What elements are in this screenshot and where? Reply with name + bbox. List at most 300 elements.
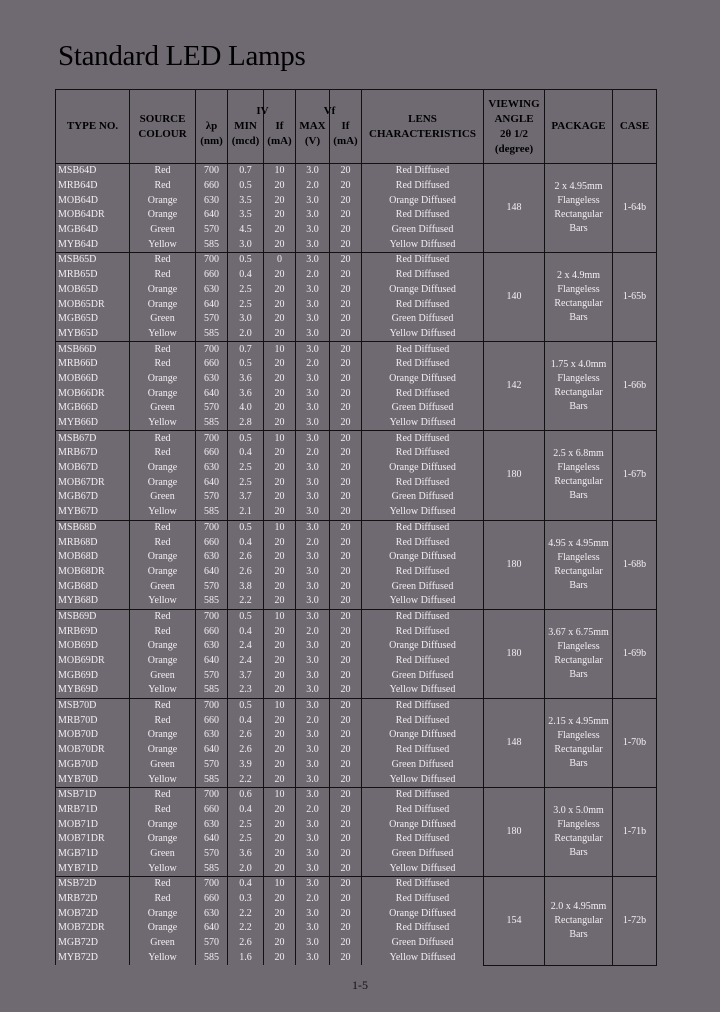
cell-case: 1-65b	[613, 253, 657, 342]
cell-source-colour: Orange	[130, 208, 196, 223]
cell-source-colour: Green	[130, 668, 196, 683]
cell-lambda-p: 700	[196, 253, 228, 268]
cell-vf-max: 3.0	[296, 921, 330, 936]
cell-vf-if: 20	[330, 550, 362, 565]
header-vf-max: Vf MAX (V)	[296, 90, 330, 164]
cell-source-colour: Red	[130, 268, 196, 283]
cell-type-no: MGB71D	[56, 847, 130, 862]
page-title: Standard LED Lamps	[58, 40, 306, 72]
cell-vf-if: 20	[330, 950, 362, 965]
cell-package	[545, 342, 613, 431]
cell-lambda-p: 630	[196, 461, 228, 476]
cell-source-colour: Green	[130, 312, 196, 327]
cell-viewing-angle: 180	[484, 787, 545, 876]
cell-lens: Green Diffused	[362, 401, 484, 416]
cell-lambda-p: 570	[196, 758, 228, 773]
cell-vf-if: 20	[330, 505, 362, 520]
cell-lens: Orange Diffused	[362, 906, 484, 921]
cell-vf-max: 3.0	[296, 639, 330, 654]
cell-lambda-p: 640	[196, 654, 228, 669]
cell-lambda-p: 660	[196, 179, 228, 194]
cell-source-colour: Orange	[130, 283, 196, 298]
cell-lambda-p: 630	[196, 906, 228, 921]
cell-vf-if: 20	[330, 668, 362, 683]
cell-lens: Red Diffused	[362, 803, 484, 818]
cell-lens: Red Diffused	[362, 743, 484, 758]
cell-lambda-p: 630	[196, 817, 228, 832]
cell-vf-if: 20	[330, 312, 362, 327]
package-line: Rectangular	[554, 476, 603, 488]
cell-vf-max: 3.0	[296, 906, 330, 921]
cell-lambda-p: 700	[196, 609, 228, 624]
cell-vf-if: 20	[330, 683, 362, 698]
cell-vf-if: 20	[330, 490, 362, 505]
cell-iv-min: 0.5	[228, 520, 264, 535]
cell-iv-if: 10	[264, 164, 296, 179]
cell-lambda-p: 630	[196, 639, 228, 654]
cell-type-no: MOB71DR	[56, 832, 130, 847]
cell-lambda-p: 640	[196, 743, 228, 758]
cell-type-no: MGB64D	[56, 223, 130, 238]
package-line: Flangeless	[557, 195, 600, 207]
cell-vf-max: 3.0	[296, 861, 330, 876]
cell-iv-if: 20	[264, 921, 296, 936]
cell-source-colour: Orange	[130, 550, 196, 565]
cell-iv-if: 20	[264, 892, 296, 907]
cell-lens: Red Diffused	[362, 565, 484, 580]
cell-viewing-angle: 154	[484, 877, 545, 966]
cell-vf-max: 3.0	[296, 743, 330, 758]
cell-type-no: MGB72D	[56, 936, 130, 951]
cell-lambda-p: 700	[196, 431, 228, 446]
cell-type-no: MOB71D	[56, 817, 130, 832]
package-line: Flangeless	[557, 729, 600, 741]
cell-iv-min: 2.5	[228, 297, 264, 312]
cell-source-colour: Orange	[130, 832, 196, 847]
cell-lens: Orange Diffused	[362, 193, 484, 208]
cell-lambda-p: 700	[196, 787, 228, 802]
cell-lambda-p: 570	[196, 223, 228, 238]
cell-iv-min: 3.9	[228, 758, 264, 773]
header-source-colour: SOURCE COLOUR	[130, 90, 196, 164]
cell-iv-min: 2.4	[228, 654, 264, 669]
cell-iv-if: 10	[264, 431, 296, 446]
cell-type-no: MRB65D	[56, 268, 130, 283]
cell-iv-if: 20	[264, 624, 296, 639]
cell-vf-if: 20	[330, 461, 362, 476]
cell-lambda-p: 570	[196, 579, 228, 594]
cell-iv-min: 3.0	[228, 312, 264, 327]
cell-type-no: MOB67D	[56, 461, 130, 476]
cell-vf-if: 20	[330, 639, 362, 654]
cell-case: 1-70b	[613, 698, 657, 787]
cell-iv-if: 20	[264, 743, 296, 758]
cell-lens: Red Diffused	[362, 342, 484, 357]
cell-iv-if: 20	[264, 312, 296, 327]
cell-iv-if: 20	[264, 237, 296, 252]
cell-source-colour: Orange	[130, 372, 196, 387]
cell-source-colour: Orange	[130, 193, 196, 208]
cell-case: 1-72b	[613, 877, 657, 966]
cell-lens: Red Diffused	[362, 787, 484, 802]
cell-type-no: MSB69D	[56, 609, 130, 624]
cell-vf-max: 3.0	[296, 787, 330, 802]
cell-lens: Yellow Diffused	[362, 861, 484, 876]
cell-iv-min: 2.2	[228, 594, 264, 609]
cell-vf-max: 3.0	[296, 520, 330, 535]
cell-package	[545, 520, 613, 609]
cell-type-no: MSB71D	[56, 787, 130, 802]
cell-vf-max: 3.0	[296, 832, 330, 847]
cell-vf-if: 20	[330, 861, 362, 876]
cell-vf-max: 2.0	[296, 713, 330, 728]
package-line: Bars	[569, 928, 588, 940]
cell-vf-if: 20	[330, 921, 362, 936]
cell-lens: Yellow Diffused	[362, 683, 484, 698]
cell-lambda-p: 660	[196, 357, 228, 372]
cell-lambda-p: 570	[196, 668, 228, 683]
cell-lens: Yellow Diffused	[362, 594, 484, 609]
cell-vf-if: 20	[330, 787, 362, 802]
cell-iv-min: 2.6	[228, 550, 264, 565]
cell-vf-if: 20	[330, 728, 362, 743]
table-row	[56, 253, 657, 268]
package-line: 3.67 x 6.75mm	[548, 626, 609, 638]
cell-iv-min: 2.5	[228, 475, 264, 490]
cell-source-colour: Red	[130, 357, 196, 372]
cell-lambda-p: 585	[196, 505, 228, 520]
cell-viewing-angle: 180	[484, 609, 545, 698]
cell-vf-max: 2.0	[296, 446, 330, 461]
cell-type-no: MYB68D	[56, 594, 130, 609]
cell-case: 1-71b	[613, 787, 657, 876]
cell-iv-min: 3.6	[228, 847, 264, 862]
cell-lens: Green Diffused	[362, 579, 484, 594]
package-line: 2 x 4.95mm	[554, 181, 603, 193]
cell-type-no: MGB66D	[56, 401, 130, 416]
cell-type-no: MOB72DR	[56, 921, 130, 936]
cell-source-colour: Red	[130, 179, 196, 194]
cell-vf-if: 20	[330, 357, 362, 372]
cell-lambda-p: 570	[196, 847, 228, 862]
cell-source-colour: Red	[130, 892, 196, 907]
cell-type-no: MSB65D	[56, 253, 130, 268]
table-row	[56, 787, 657, 802]
cell-iv-if: 20	[264, 565, 296, 580]
header-lens: LENS CHARACTERISTICS	[362, 90, 484, 164]
cell-vf-max: 3.0	[296, 342, 330, 357]
cell-lens: Red Diffused	[362, 921, 484, 936]
cell-type-no: MGB70D	[56, 758, 130, 773]
cell-lambda-p: 660	[196, 268, 228, 283]
cell-lens: Yellow Diffused	[362, 237, 484, 252]
cell-lambda-p: 570	[196, 312, 228, 327]
cell-type-no: MYB64D	[56, 237, 130, 252]
cell-vf-if: 20	[330, 283, 362, 298]
cell-source-colour: Yellow	[130, 772, 196, 787]
cell-source-colour: Red	[130, 803, 196, 818]
cell-source-colour: Yellow	[130, 594, 196, 609]
cell-lambda-p: 585	[196, 950, 228, 965]
cell-case: 1-67b	[613, 431, 657, 520]
package-line: Bars	[569, 846, 588, 858]
cell-source-colour: Red	[130, 342, 196, 357]
cell-vf-max: 2.0	[296, 535, 330, 550]
cell-source-colour: Yellow	[130, 861, 196, 876]
cell-lens: Yellow Diffused	[362, 416, 484, 431]
cell-iv-min: 3.0	[228, 237, 264, 252]
cell-lens: Yellow Diffused	[362, 327, 484, 342]
cell-source-colour: Red	[130, 253, 196, 268]
cell-vf-max: 3.0	[296, 431, 330, 446]
cell-iv-min: 4.5	[228, 223, 264, 238]
cell-lambda-p: 585	[196, 772, 228, 787]
cell-lens: Orange Diffused	[362, 817, 484, 832]
cell-vf-max: 3.0	[296, 208, 330, 223]
cell-vf-if: 20	[330, 565, 362, 580]
cell-iv-if: 20	[264, 639, 296, 654]
header-vf-if: If (mA)	[330, 90, 362, 164]
cell-lens: Red Diffused	[362, 892, 484, 907]
cell-lens: Green Diffused	[362, 668, 484, 683]
cell-vf-if: 20	[330, 698, 362, 713]
cell-lambda-p: 660	[196, 892, 228, 907]
cell-iv-min: 3.7	[228, 490, 264, 505]
cell-source-colour: Orange	[130, 639, 196, 654]
cell-lens: Green Diffused	[362, 490, 484, 505]
cell-source-colour: Red	[130, 520, 196, 535]
cell-vf-if: 20	[330, 223, 362, 238]
cell-package	[545, 877, 613, 966]
cell-vf-if: 20	[330, 579, 362, 594]
cell-iv-min: 2.2	[228, 906, 264, 921]
cell-type-no: MSB70D	[56, 698, 130, 713]
cell-iv-if: 20	[264, 803, 296, 818]
package-line: Rectangular	[554, 209, 603, 221]
cell-vf-if: 20	[330, 743, 362, 758]
cell-source-colour: Orange	[130, 906, 196, 921]
package-line: Bars	[569, 223, 588, 235]
cell-iv-if: 20	[264, 861, 296, 876]
cell-iv-min: 0.4	[228, 803, 264, 818]
cell-vf-max: 3.0	[296, 817, 330, 832]
cell-vf-if: 20	[330, 416, 362, 431]
cell-iv-if: 20	[264, 847, 296, 862]
cell-iv-min: 0.5	[228, 609, 264, 624]
cell-type-no: MOB65D	[56, 283, 130, 298]
cell-source-colour: Yellow	[130, 327, 196, 342]
cell-iv-min: 2.0	[228, 327, 264, 342]
cell-iv-if: 10	[264, 609, 296, 624]
cell-iv-min: 3.6	[228, 386, 264, 401]
cell-viewing-angle: 140	[484, 253, 545, 342]
package-line: Flangeless	[557, 373, 600, 385]
cell-lambda-p: 585	[196, 861, 228, 876]
cell-iv-if: 20	[264, 297, 296, 312]
cell-source-colour: Yellow	[130, 505, 196, 520]
cell-source-colour: Green	[130, 847, 196, 862]
cell-source-colour: Red	[130, 535, 196, 550]
cell-vf-max: 3.0	[296, 475, 330, 490]
cell-vf-if: 20	[330, 386, 362, 401]
cell-lens: Red Diffused	[362, 297, 484, 312]
cell-lens: Green Diffused	[362, 936, 484, 951]
table-row	[56, 164, 657, 179]
cell-source-colour: Red	[130, 713, 196, 728]
cell-vf-max: 3.0	[296, 565, 330, 580]
cell-vf-max: 2.0	[296, 268, 330, 283]
package-line: 2.0 x 4.95mm	[550, 900, 607, 912]
cell-lambda-p: 660	[196, 803, 228, 818]
cell-vf-max: 3.0	[296, 253, 330, 268]
cell-iv-if: 20	[264, 357, 296, 372]
cell-lens: Red Diffused	[362, 654, 484, 669]
cell-iv-if: 20	[264, 772, 296, 787]
package-line: Bars	[569, 490, 588, 502]
cell-iv-if: 20	[264, 535, 296, 550]
cell-vf-max: 2.0	[296, 892, 330, 907]
cell-package	[545, 164, 613, 253]
cell-vf-if: 20	[330, 401, 362, 416]
cell-vf-max: 3.0	[296, 505, 330, 520]
cell-source-colour: Orange	[130, 921, 196, 936]
cell-vf-max: 3.0	[296, 772, 330, 787]
cell-vf-max: 3.0	[296, 847, 330, 862]
cell-lens: Orange Diffused	[362, 372, 484, 387]
cell-source-colour: Orange	[130, 743, 196, 758]
cell-lens: Green Diffused	[362, 223, 484, 238]
cell-lens: Red Diffused	[362, 446, 484, 461]
cell-vf-max: 3.0	[296, 283, 330, 298]
cell-iv-min: 0.4	[228, 446, 264, 461]
cell-type-no: MYB70D	[56, 772, 130, 787]
cell-package	[545, 609, 613, 698]
package-line: Flangeless	[557, 551, 600, 563]
table-header-row	[56, 90, 657, 164]
cell-vf-if: 20	[330, 475, 362, 490]
cell-lens: Yellow Diffused	[362, 950, 484, 965]
cell-vf-if: 20	[330, 772, 362, 787]
cell-lens: Red Diffused	[362, 431, 484, 446]
cell-lambda-p: 640	[196, 475, 228, 490]
cell-source-colour: Orange	[130, 817, 196, 832]
cell-type-no: MSB68D	[56, 520, 130, 535]
package-line: Flangeless	[557, 284, 600, 296]
cell-lambda-p: 700	[196, 698, 228, 713]
cell-iv-min: 0.5	[228, 357, 264, 372]
cell-vf-if: 20	[330, 237, 362, 252]
cell-source-colour: Red	[130, 787, 196, 802]
cell-vf-if: 20	[330, 832, 362, 847]
cell-iv-min: 2.0	[228, 861, 264, 876]
cell-lambda-p: 630	[196, 550, 228, 565]
cell-type-no: MRB66D	[56, 357, 130, 372]
cell-vf-max: 3.0	[296, 609, 330, 624]
package-line: Rectangular	[554, 565, 603, 577]
cell-iv-min: 3.5	[228, 193, 264, 208]
cell-iv-min: 2.1	[228, 505, 264, 520]
cell-iv-if: 20	[264, 906, 296, 921]
cell-type-no: MOB70D	[56, 728, 130, 743]
cell-iv-min: 0.4	[228, 535, 264, 550]
cell-iv-if: 20	[264, 550, 296, 565]
cell-lens: Green Diffused	[362, 758, 484, 773]
package-line: Rectangular	[554, 654, 603, 666]
cell-type-no: MRB69D	[56, 624, 130, 639]
cell-iv-min: 2.5	[228, 817, 264, 832]
cell-source-colour: Red	[130, 164, 196, 179]
cell-iv-if: 20	[264, 594, 296, 609]
cell-source-colour: Red	[130, 877, 196, 892]
cell-vf-if: 20	[330, 327, 362, 342]
cell-case: 1-68b	[613, 520, 657, 609]
cell-lens: Red Diffused	[362, 357, 484, 372]
cell-source-colour: Green	[130, 401, 196, 416]
cell-vf-if: 20	[330, 609, 362, 624]
cell-source-colour: Green	[130, 579, 196, 594]
package-line: 4.95 x 4.95mm	[548, 537, 609, 549]
cell-vf-if: 20	[330, 847, 362, 862]
cell-vf-max: 3.0	[296, 223, 330, 238]
cell-iv-if: 20	[264, 475, 296, 490]
cell-vf-if: 20	[330, 877, 362, 892]
cell-iv-if: 20	[264, 416, 296, 431]
cell-lens: Red Diffused	[362, 609, 484, 624]
cell-type-no: MYB69D	[56, 683, 130, 698]
cell-type-no: MGB68D	[56, 579, 130, 594]
cell-lambda-p: 630	[196, 283, 228, 298]
cell-vf-max: 3.0	[296, 416, 330, 431]
cell-type-no: MOB69DR	[56, 654, 130, 669]
cell-source-colour: Orange	[130, 728, 196, 743]
cell-lambda-p: 570	[196, 401, 228, 416]
cell-iv-min: 0.5	[228, 253, 264, 268]
cell-iv-min: 0.5	[228, 431, 264, 446]
cell-lambda-p: 700	[196, 164, 228, 179]
cell-vf-max: 3.0	[296, 193, 330, 208]
cell-vf-max: 3.0	[296, 372, 330, 387]
cell-vf-if: 20	[330, 164, 362, 179]
cell-lambda-p: 660	[196, 535, 228, 550]
cell-iv-min: 2.8	[228, 416, 264, 431]
package-line: Flangeless	[557, 462, 600, 474]
cell-iv-if: 20	[264, 817, 296, 832]
cell-lens: Red Diffused	[362, 877, 484, 892]
cell-lens: Orange Diffused	[362, 283, 484, 298]
cell-lambda-p: 640	[196, 386, 228, 401]
cell-vf-if: 20	[330, 892, 362, 907]
package-line: 2.15 x 4.95mm	[548, 715, 609, 727]
cell-source-colour: Orange	[130, 475, 196, 490]
cell-type-no: MYB72D	[56, 950, 130, 965]
cell-vf-max: 2.0	[296, 624, 330, 639]
cell-iv-min: 0.3	[228, 892, 264, 907]
cell-iv-min: 3.5	[228, 208, 264, 223]
cell-lambda-p: 660	[196, 624, 228, 639]
cell-viewing-angle: 180	[484, 520, 545, 609]
cell-lens: Red Diffused	[362, 713, 484, 728]
cell-vf-if: 20	[330, 906, 362, 921]
cell-lambda-p: 700	[196, 342, 228, 357]
cell-type-no: MSB67D	[56, 431, 130, 446]
cell-source-colour: Orange	[130, 654, 196, 669]
cell-iv-if: 20	[264, 654, 296, 669]
cell-lens: Red Diffused	[362, 253, 484, 268]
cell-lens: Red Diffused	[362, 520, 484, 535]
cell-vf-max: 3.0	[296, 461, 330, 476]
cell-type-no: MOB64D	[56, 193, 130, 208]
cell-package	[545, 431, 613, 520]
